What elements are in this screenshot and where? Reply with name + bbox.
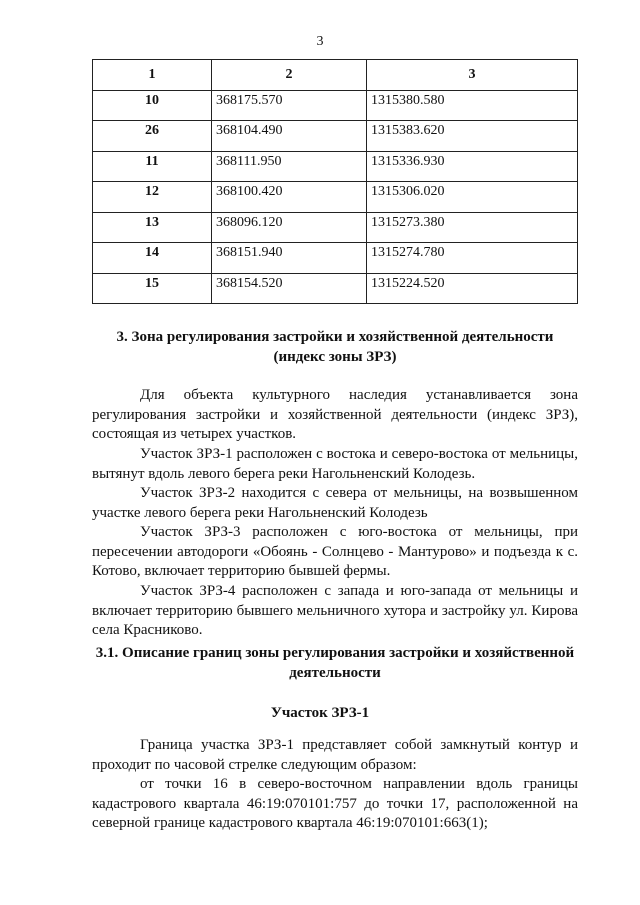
x-coordinate-cell: 368151.940	[212, 243, 367, 274]
x-coordinate-cell: 368111.950	[212, 151, 367, 182]
x-coordinate-cell: 368096.120	[212, 212, 367, 243]
y-coordinate-cell: 1315380.580	[367, 90, 578, 121]
y-coordinate-cell: 1315224.520	[367, 273, 578, 304]
x-coordinate-cell: 368104.490	[212, 121, 367, 152]
table-row	[93, 182, 578, 213]
table-row	[93, 151, 578, 182]
column-header: 3	[367, 60, 578, 91]
section-3-1-title-line1: 3.1. Описание границ зоны регулирования застройки и хозяйственной	[95, 645, 575, 661]
point-number-cell: 10	[93, 90, 212, 121]
section-3-paragraph-3: Участок ЗРЗ-2 находится с севера от мельницы, на возвышенном участке левого берега реки Нагольненский Колодезь	[92, 485, 578, 521]
x-coordinate-cell: 368175.570	[212, 90, 367, 121]
column-header: 1	[93, 60, 212, 91]
section-3-1-paragraph-1: Граница участка ЗРЗ-1 представляет собой замкнутый контур и проходит по часовой стрелке следующим образом:	[92, 737, 578, 773]
y-coordinate-cell: 1315274.780	[367, 243, 578, 274]
coordinates-table	[92, 59, 578, 304]
table-row	[93, 121, 578, 152]
plot-zrz1-subtitle: Участок ЗРЗ-1	[270, 705, 370, 721]
point-number-cell: 15	[93, 273, 212, 304]
table-row	[93, 273, 578, 304]
point-number-cell: 26	[93, 121, 212, 152]
section-3-title-line1: 3. Зона регулирования застройки и хозяйственной деятельности	[116, 329, 554, 345]
x-coordinate-cell: 368154.520	[212, 273, 367, 304]
y-coordinate-cell: 1315383.620	[367, 121, 578, 152]
y-coordinate-cell: 1315273.380	[367, 212, 578, 243]
y-coordinate-cell: 1315336.930	[367, 151, 578, 182]
section-3-1-title-line2: деятельности	[289, 665, 381, 681]
section-3-title-line2: (индекс зоны ЗРЗ)	[273, 349, 397, 365]
section-3-paragraph-5: Участок ЗРЗ-4 расположен с запада и юго-запада от мельницы и включает территорию бывшего мельничного хутора и застройку ул. Кирова села Красниково.	[92, 583, 578, 638]
section-3-paragraph-1: Для объекта культурного наследия устанавливается зона регулирования застройки и хозяйственной деятельности (индекс ЗРЗ), состоящая из четырех участков.	[92, 387, 578, 442]
point-number-cell: 11	[93, 151, 212, 182]
page-number: 3	[316, 34, 324, 49]
point-number-cell: 13	[93, 212, 212, 243]
section-3-1-title	[92, 643, 578, 683]
column-header: 2	[212, 60, 367, 91]
point-number-cell: 12	[93, 182, 212, 213]
table-row	[93, 90, 578, 121]
table-header-row	[93, 60, 578, 91]
y-coordinate-cell: 1315306.020	[367, 182, 578, 213]
point-number-cell: 14	[93, 243, 212, 274]
section-3-paragraph-4: Участок ЗРЗ-3 расположен с юго-востока от мельницы, при пересечении автодороги «Обоянь - Солнцево - Мантурово» и подъезда к с. Котово, включает территорию бывшей фермы.	[92, 524, 578, 579]
table-row	[93, 243, 578, 274]
section-3-title	[92, 327, 578, 367]
section-3-1-paragraph-2: от точки 16 в северо-восточном направлении вдоль границы кадастрового квартала 46:19:070101:757 до точки 17, расположенной на северной границе кадастрового квартала 46:19:070101:663(1);	[92, 776, 578, 831]
table-row	[93, 212, 578, 243]
x-coordinate-cell: 368100.420	[212, 182, 367, 213]
section-3-paragraph-2: Участок ЗРЗ-1 расположен с востока и северо-востока от мельницы, вытянут вдоль левого берега реки Нагольненский Колодезь.	[92, 446, 578, 482]
